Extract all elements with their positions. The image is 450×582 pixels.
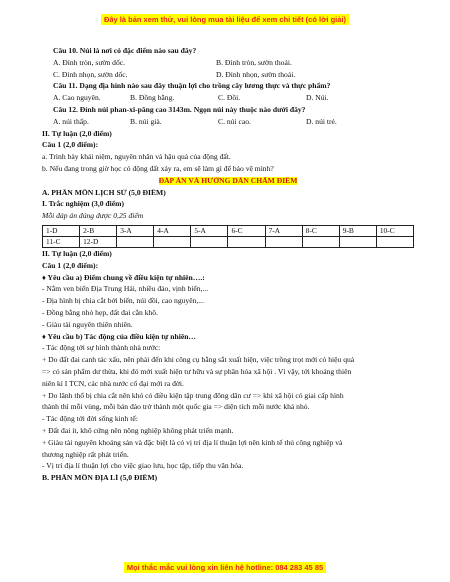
list-item: - Vị trí địa lí thuận lợi cho việc giao lưu, học tập, tiếp thu văn hóa. bbox=[42, 462, 244, 471]
option-b: B. Đồng bằng. bbox=[130, 94, 175, 103]
q12-options bbox=[42, 118, 414, 130]
document-body bbox=[42, 47, 414, 486]
essay-question-1: Câu 1 (2,0 điểm): bbox=[42, 141, 99, 150]
scoring-note: Mỗi đáp án đúng được 0,25 điểm bbox=[42, 212, 144, 221]
essay-question-1-answer: Câu 1 (2,0 điểm): bbox=[42, 261, 99, 270]
option-a: A. Cao nguyên. bbox=[53, 94, 101, 103]
list-item: niên kỉ I TCN, các nhà nước cổ đại mới ra đời. bbox=[42, 379, 184, 388]
list-item: + Giàu tài nguyên khoáng sản và đặc biệt là có vị trí địa lí thuận lợi nên kinh tế thủ công nghiệp và bbox=[42, 438, 343, 447]
option-b: B. Đỉnh tròn, sườn thoải. bbox=[216, 58, 292, 67]
part-2-heading: II. Tự luận (2,0 điểm) bbox=[42, 129, 112, 138]
option-c: C. Đỉnh nhọn, sườn dốc. bbox=[53, 70, 128, 79]
table-row: 1-D 2-B 3-A 4-A 5-A 6-C 7-A 8-C 9-B 10-C bbox=[43, 225, 414, 236]
list-item: + Do lãnh thổ bị chia cắt nên khó có điều kiện tập trung đông dân cư => khi xã hội có giai cấp hình bbox=[42, 391, 344, 400]
question-11: Câu 11. Dạng địa hình nào sau đây thuận lợi cho trồng cây lương thực và thực phẩm? bbox=[53, 82, 331, 91]
list-item: - Giàu tài nguyên thiên nhiên. bbox=[42, 320, 133, 329]
list-item: - Tác động tới sự hình thành nhà nước: bbox=[42, 344, 161, 353]
q10-options-row1 bbox=[42, 59, 414, 71]
option-d: D. núi trẻ. bbox=[306, 117, 337, 126]
answer-table bbox=[42, 225, 414, 248]
option-c: C. Đồi. bbox=[218, 94, 241, 103]
option-d: D. Núi. bbox=[306, 94, 329, 103]
essay-question-1a: a. Trình bày khái niệm, nguyên nhân và hậu quả của động đất. bbox=[42, 153, 231, 162]
requirement-a-heading: ♦ Yêu cầu a) Điểm chung về điều kiện tự nhiên….: bbox=[42, 273, 205, 282]
multiple-choice-heading: I. Trắc nghiệm (3,0 điểm) bbox=[42, 200, 124, 209]
section-a-heading: A. PHÂN MÔN LỊCH SỬ (5,0 ĐIỂM) bbox=[42, 188, 166, 197]
list-item: - Đồng bằng nhỏ hẹp, đất đai cằn khô. bbox=[42, 308, 158, 317]
q10-options-row2 bbox=[42, 71, 414, 83]
requirement-b-heading: ♦ Yêu cầu b) Tác động của điều kiện tự nhiên… bbox=[42, 332, 197, 341]
question-12: Câu 12. Đỉnh núi phan-xi-păng cao 3143m. Ngọn núi này thuộc nào dưới đây? bbox=[53, 105, 306, 114]
essay-heading: II. Tự luận (2,0 điểm) bbox=[42, 249, 112, 258]
option-b: B. núi già. bbox=[130, 117, 162, 126]
hotline-banner: Mọi thắc mắc vui lòng xin liên hệ hotline: 084 283 45 85 bbox=[0, 562, 450, 573]
list-item: - Địa hình bị chia cắt bởi biển, núi đồi, cao nguyên,... bbox=[42, 297, 204, 306]
preview-banner: Đây là bản xem thử, vui lòng mua tài liệu để xem chi tiết (có lời giải) bbox=[0, 14, 450, 25]
list-item: + Đất đai ít, khô cứng nên nông nghiệp không phát triển mạnh. bbox=[42, 426, 234, 435]
list-item: - Nằm ven biển Địa Trung Hải, nhiều đảo, vịnh biển,... bbox=[42, 285, 209, 294]
table-row: 11-C 12-D bbox=[43, 236, 414, 247]
list-item: + Do đất đai canh tác xấu, nên phải đến khi công cụ bằng sắt xuất hiện, việc trồng trọt mới có hiệu quả bbox=[42, 356, 355, 365]
list-item: thương nghiệp rất phát triển. bbox=[42, 450, 129, 459]
option-c: C. núi cao. bbox=[218, 117, 251, 126]
list-item: thành thì mỗi vùng, mỗi bán đảo trở thành một quốc gia => diện tích mỗi nước khá nhỏ. bbox=[42, 403, 310, 412]
section-b-heading: B. PHÂN MÔN ĐỊA LÍ (5,0 ĐIỂM) bbox=[42, 474, 158, 483]
question-10: Câu 10. Núi là nơi có đặc điểm nào sau đây? bbox=[53, 47, 197, 55]
option-a: A. Đỉnh tròn, sườn dốc. bbox=[53, 58, 126, 67]
list-item: - Tác động tới đời sống kinh tế: bbox=[42, 415, 138, 424]
option-d: D. Đỉnh nhọn, sườn thoải. bbox=[216, 70, 296, 79]
answer-key-title: ĐÁP ÁN VÀ HƯỚNG DẪN CHẤM ĐIỂM bbox=[158, 176, 298, 185]
list-item: => có sản phẩm dư thừa, khi đó mới xuất hiện tư hữu và sự phân hóa xã hội . Vì vậy, tới khoảng thiên bbox=[42, 367, 352, 376]
q11-options bbox=[42, 94, 414, 106]
option-a: A. núi thấp. bbox=[53, 117, 89, 126]
essay-question-1b: b. Nếu đang trong giờ học có động đất xảy ra, em sẽ làm gì để bảo vệ mình? bbox=[42, 164, 274, 173]
